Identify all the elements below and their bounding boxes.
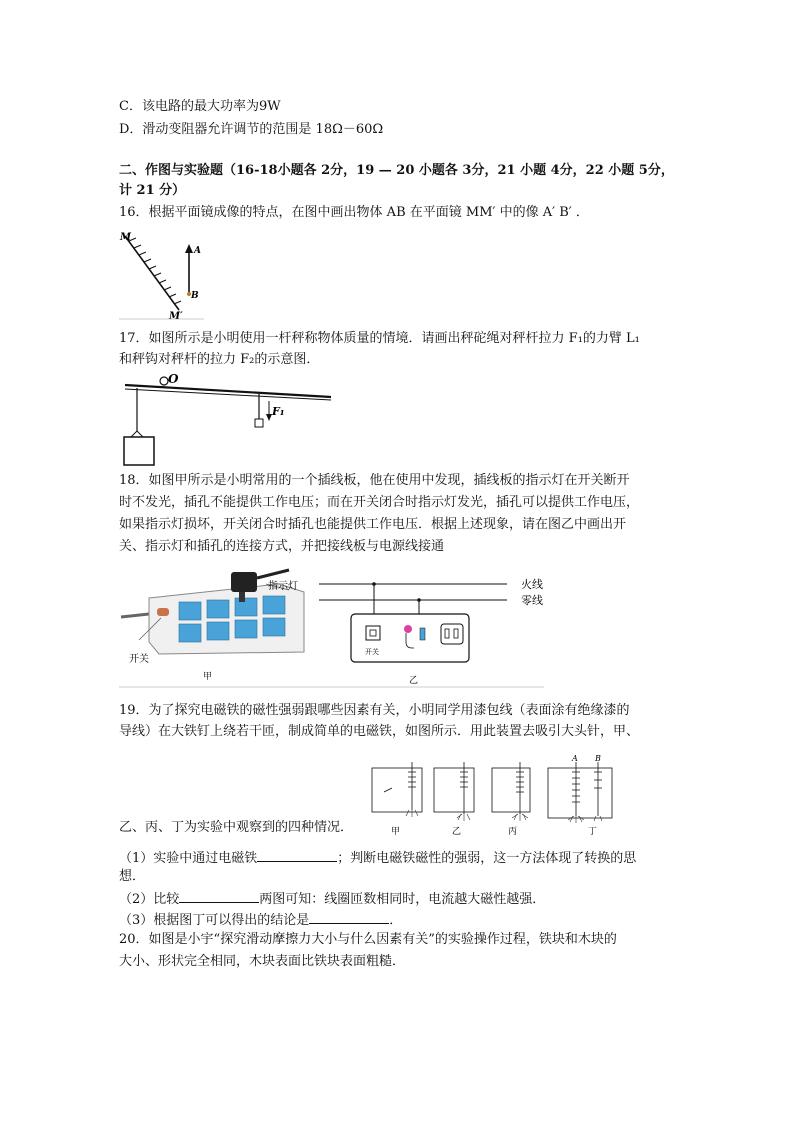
question-16: 16．根据平面镜成像的特点，在图中画出物体 AB 在平面镜 MM′ 中的像 A′ B′ ．	[119, 205, 589, 220]
question-19-sub1: （1）实验中通过电磁铁 ；判断电磁铁磁性的强弱，这一方法体现了转换的思	[119, 847, 636, 869]
question-19-l2: 导线）在大铁钉上绕若干匝，制成简单的电磁铁，如图所示．用此装置去吸引大头针，甲、	[119, 724, 640, 739]
answer-blank-1[interactable]	[257, 847, 337, 862]
figure-19-electromagnets	[368, 752, 620, 838]
label-a: A	[572, 754, 578, 763]
question-19-sub3: （3）根据图丁可以得出的结论是 ．	[119, 909, 402, 931]
label-switch: 开关	[129, 654, 149, 665]
figure-16-mirror	[119, 228, 204, 320]
figure-17-steelyard	[119, 369, 334, 467]
label-m: M	[120, 232, 132, 243]
label-yi: 乙	[409, 676, 419, 686]
label-neutral-wire: 零线	[521, 594, 543, 607]
question-17-cont: 和秤钩对秤杆的拉力 F₂的示意图．	[119, 352, 320, 367]
section-title-cont: 计 21 分）	[119, 183, 186, 198]
question-18-l2: 时不发光，插孔不能提供工作电压；而在开关闭合时指示灯发光，插孔可以提供工作电压，	[119, 495, 640, 510]
label-m-prime: M′	[169, 311, 183, 320]
question-18-l4: 关、指示灯和插孔的连接方式，并把接线板与电源线接通	[119, 539, 445, 554]
question-19-sub1-cont: 想．	[119, 869, 146, 884]
label-b: B	[191, 291, 199, 301]
label-b: B	[595, 754, 601, 763]
question-17: 17．如图所示是小明使用一杆秤称物体质量的情境．请画出秤砣绳对秤杆拉力 F₁的力臂 L₁	[119, 331, 640, 346]
question-20-cont: 大小、形状完全相同，木块表面比铁块表面粗糙．	[119, 954, 406, 969]
option-d: D．滑动变阻器允许调节的范围是 18Ω－60Ω	[119, 122, 384, 137]
figure-18-power-strip	[119, 562, 549, 692]
label-switch-box: 开关	[365, 648, 379, 656]
question-19-l3: 乙、丙、丁为实验中观察到的四种情况．	[119, 820, 354, 835]
label-ding: 丁	[588, 827, 598, 837]
label-jia: 甲	[391, 827, 401, 837]
question-19-sub2: （2）比较 两图可知：线圈匝数相同时，电流越大磁性越强．	[119, 888, 545, 910]
label-o: O	[168, 372, 179, 386]
label-bing: 丙	[508, 827, 518, 837]
label-jia: 甲	[203, 672, 213, 682]
label-yi: 乙	[452, 827, 462, 837]
label-indicator: 指示灯	[268, 581, 298, 592]
label-f1: F₁	[272, 405, 285, 418]
label-a: A	[194, 246, 201, 256]
label-live-wire: 火线	[521, 578, 543, 591]
question-19: 19．为了探究电磁铁的磁性强弱跟哪些因素有关，小明同学用漆包线（表面涂有绝缘漆的	[119, 703, 630, 718]
question-20: 20．如图是小宇“探究滑动摩擦力大小与什么因素有关”的实验操作过程，铁块和木块的	[119, 932, 617, 947]
section-title: 二、作图与实验题（16-18小题各 2分，19 — 20 小题各 3分，21 小题 4分，22 小题 5分，	[119, 163, 674, 178]
answer-blank-2[interactable]	[179, 888, 259, 903]
option-c: C．该电路的最大功率为9W	[119, 99, 281, 114]
question-18: 18．如图甲所示是小明常用的一个插线板，他在使用中发现，插线板的指示灯在开关断开	[119, 473, 630, 488]
answer-blank-3[interactable]	[309, 909, 389, 924]
question-18-l3: 如果指示灯损坏，开关闭合时插孔也能提供工作电压．根据上述现象，请在图乙中画出开	[119, 517, 627, 532]
